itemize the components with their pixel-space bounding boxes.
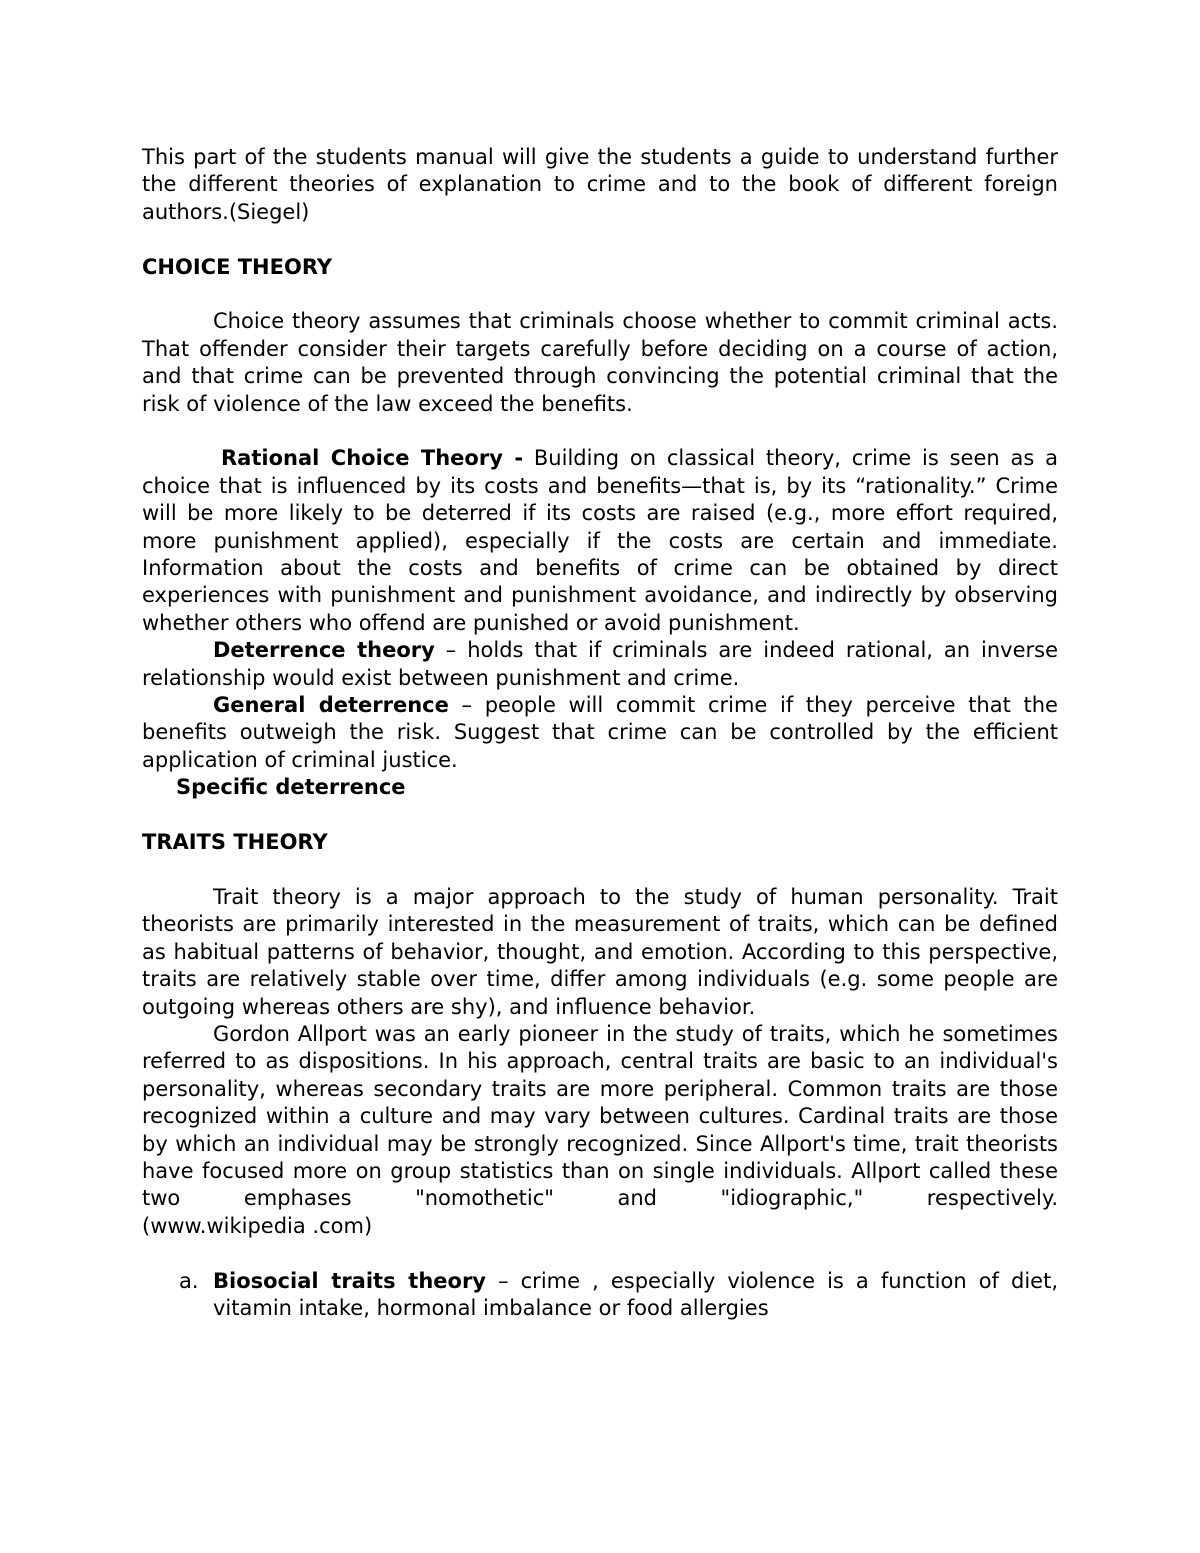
- general-deterrence-paragraph: [142, 692, 1058, 774]
- general-deterrence-term: General deterrence: [213, 693, 449, 718]
- list-marker: a.: [179, 1268, 199, 1293]
- biosocial-paragraph: [213, 1268, 1058, 1323]
- traits-theory-heading: TRAITS THEORY: [142, 830, 328, 855]
- deterrence-paragraph: [142, 637, 1058, 692]
- rational-choice-text: Building on classical theory, crime is seen as a choice that is influenced by its costs and benefits—that is, by its “rationality.” Crime will be more likely to be deterred if its costs are raised (e.g., more effort required, more punishment applied), especially if the costs are certain and immediate. Information about the costs and benefits of crime can be obtained by direct experiences with punishment and punishment avoidance, and indirectly by observing whether others who offend are punished or avoid punishment.: [142, 446, 1058, 635]
- rational-choice-term: Rational Choice Theory -: [221, 446, 524, 471]
- general-deterrence-text: – people will commit crime if they perceive that the benefits outweigh the risk. Suggest that crime can be controlled by the efficient application of criminal justice.: [142, 693, 1058, 772]
- wikipedia-source: (www.wikipedia .com): [142, 1213, 373, 1238]
- document-page: [142, 144, 1058, 1322]
- biosocial-text: – crime , especially violence is a function of diet, vitamin intake, hormonal imbalance or food allergies: [213, 1268, 1058, 1320]
- trait-theory-paragraph: Trait theory is a major approach to the study of human personality. Trait theorists are primarily interested in the measurement of traits, which can be defined as habitual patterns of behavior, thought, and emotion. According to this perspective, traits are relatively stable over time, differ among individuals (e.g. some people are outgoing whereas others are shy), and influence behavior.: [142, 884, 1058, 1019]
- deterrence-text: – holds that if criminals are indeed rational, an inverse relationship would exist between punishment and crime.: [142, 638, 1058, 690]
- allport-paragraph: Gordon Allport was an early pioneer in the study of traits, which he sometimes referred to as dispositions. In his approach, central traits are basic to an individual's personality, whereas secondary traits are more peripheral. Common traits are those recognized within a culture and may vary between cultures. Cardinal traits are those by which an individual may be strongly recognized. Since Allport's time, trait theorists have focused more on group statistics than on single individuals. Allport called these two emphases "nomothetic" and "idiographic," respectively.: [142, 1021, 1058, 1211]
- rational-choice-paragraph: [142, 445, 1058, 637]
- specific-deterrence-term: Specific deterrence: [176, 775, 406, 800]
- biosocial-term: Biosocial traits theory: [213, 1268, 486, 1293]
- list-item: [108, 1268, 1058, 1323]
- deterrence-term: Deterrence theory: [213, 638, 435, 663]
- intro-paragraph: This part of the students manual will give the students a guide to understand further the different theories of explanation to crime and to the book of different foreign authors.(Siegel): [142, 145, 1058, 224]
- choice-theory-paragraph: Choice theory assumes that criminals choose whether to commit criminal acts. That offender consider their targets carefully before deciding on a course of action, and that crime can be prevented through convincing the potential criminal that the risk of violence of the law exceed the benefits.: [142, 309, 1058, 416]
- choice-theory-heading: CHOICE THEORY: [142, 254, 333, 279]
